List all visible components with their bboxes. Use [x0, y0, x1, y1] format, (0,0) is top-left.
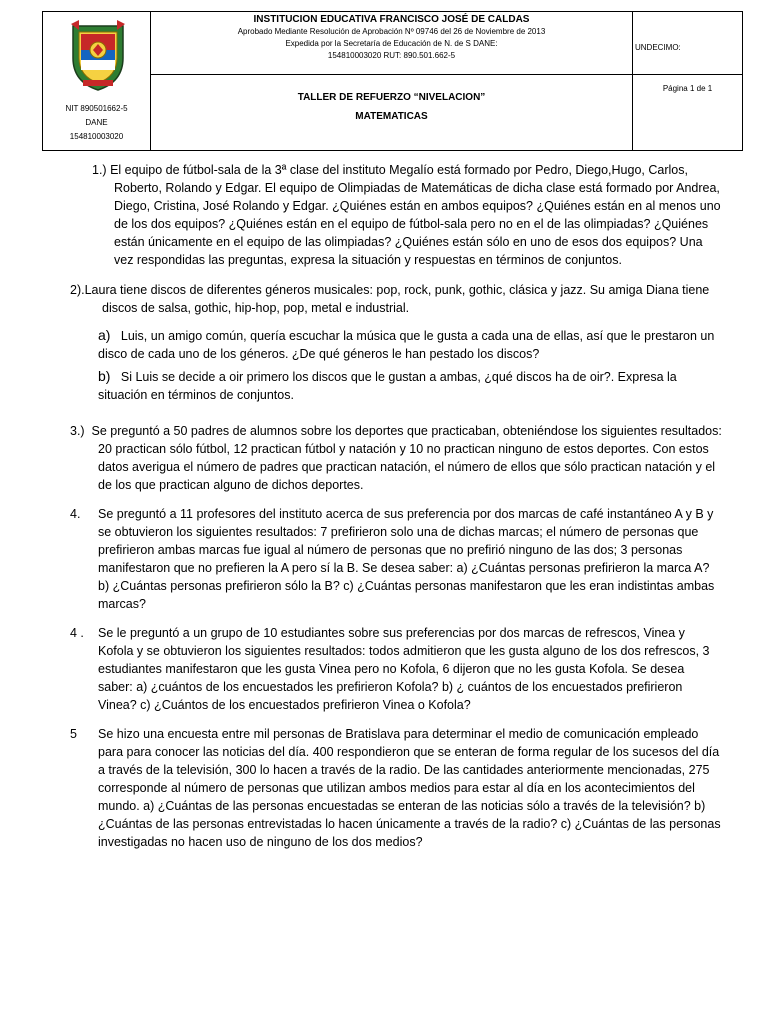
question-4-number: 4.: [70, 507, 81, 521]
question-2-number: 2).: [70, 283, 85, 297]
taller-cell: [151, 75, 633, 151]
question-6: [70, 725, 722, 851]
dane-label: DANE: [85, 118, 108, 127]
question-2b-letter: b): [98, 368, 111, 384]
page-number: Página 1 de 1: [662, 84, 713, 93]
approval-line: Aprobado Mediante Resolución de Aprobación Nº 09746 del 26 de Noviembre de 2013: [237, 27, 546, 36]
grade-cell: [633, 12, 743, 75]
question-5: [70, 624, 722, 714]
question-2b-text: Si Luis se decide a oir primero los discos que le gustan a ambas, ¿qué discos ha de oir?. Expresa la situación en términos de conjuntos.: [98, 370, 677, 402]
dane-code: 154810003020: [69, 132, 124, 141]
question-3-text: Se preguntó a 50 padres de alumnos sobre los deportes que practicaban, obteniéndose los siguientes resultados: 20 practican sólo fútbol, 12 practican fútbol y natación y 10 no practican ninguno de estos deportes. Con estos datos averigua el número de padres que practican natación, el número de ellos que sólo practican natación y el de los que practican alguno de dichos deportes.: [91, 424, 722, 492]
taller-title: TALLER DE REFUERZO “NIVELACION”: [297, 92, 486, 103]
institution-cell: [151, 12, 633, 75]
nit-number: NIT 890501662-5: [65, 104, 128, 113]
question-5-text: Se le preguntó a un grupo de 10 estudiantes sobre sus preferencias por dos marcas de refrescos, Vinea y Kofola y se obtuvieron los siguientes resultados: todos admitieron que les gusta alguno de los dos refrescos, 3 estudiantes manifestaron que les gusta Vinea pero no Kofola, 6 dijeron que no les gusta Kofola. Se desea saber: a) ¿cuántos de los encuestados les prefirieron Kofola? b) ¿ cuántos de los encuestados prefirieron Vinea? c) ¿Cuántos de los encuestados prefirieron Vinea o Kofola?: [98, 626, 710, 712]
question-3-number: 3.): [70, 424, 85, 438]
question-2a-text: Luis, un amigo común, quería escuchar la música que le gusta a cada una de ellas, así que le prestaron un disco de cada uno de los géneros. ¿De qué géneros le han pestado los discos?: [98, 329, 715, 361]
question-2: [70, 281, 722, 317]
page-cell: [633, 75, 743, 151]
question-6-text: Se hizo una encuesta entre mil personas de Bratislava para determinar el medio de comunicación empleado para para conocer las noticias del día. 400 respondieron que se enteran de forma regular de los sucesos del día a través de la televisión, 300 lo hacen a través de la radio. De las cantidades anteriormente mencionadas, 275 corresponde al número de personas que utilizan ambos medios para estar al día en los acontecimientos del mundo. a) ¿Cuántas de las personas encuestadas se enteran de las noticias sólo a través de la televisión? b) ¿Cuántas de las personas entrevistadas lo hacen únicamente a través de la radio? c) ¿Cuántas de las personas investigadas no hacen uso de ninguno de los dos medios?: [98, 727, 721, 849]
school-crest-icon: [69, 20, 127, 92]
question-2b: [98, 367, 722, 404]
question-1-number: 1.): [92, 163, 107, 177]
institution-name: INSTITUCION EDUCATIVA FRANCISCO JOSÉ DE CALDAS: [253, 14, 530, 25]
document-header: [42, 11, 743, 151]
question-1-text: El equipo de fútbol-sala de la 3ª clase del instituto Megalío está formado por Pedro, Diego,Hugo, Carlos, Roberto, Rolando y Edgar. El equipo de Olimpiadas de Matemáticas de dicha clase está formado por Andrea, Diego, Cristina, José Rolando y Edgar. ¿Quiénes están en ambos equipos? ¿Quiénes están en al menos uno de los dos equipos? ¿Quiénes están en el equipo de fútbol-sala pero no en el de las olimpiadas? ¿Quiénes están únicamente en el equipo de las olimpiadas? ¿Quiénes están sólo en uno de esos dos equipos? Una vez respondidas las preguntas, expresa la situación y respuestas en términos de conjuntos.: [110, 163, 721, 267]
dane-rut-line: 154810003020 RUT: 890.501.662-5: [327, 51, 456, 60]
nit-block: [43, 102, 150, 144]
question-2a: [98, 326, 722, 363]
questions-body: [70, 161, 722, 851]
question-2-text: Laura tiene discos de diferentes géneros musicales: pop, rock, punk, gothic, clásica y jazz. Su amiga Diana tiene discos de salsa, gothic, hip-hop, pop, metal e industrial.: [84, 283, 710, 315]
question-4: [70, 505, 722, 613]
question-3: [70, 422, 722, 494]
grade-label: UNDECIMO:: [635, 43, 681, 52]
logo-cell: [43, 12, 151, 151]
question-6-number: 5: [70, 727, 77, 741]
question-2a-letter: a): [98, 327, 111, 343]
question-1: [92, 161, 722, 269]
question-4-text: Se preguntó a 11 profesores del instituto acerca de sus preferencia por dos marcas de café instantáneo A y B y se obtuvieron los siguientes resultados: 7 prefirieron solo una de dichas marcas; el número de personas que prefirieron ambas marcas fue igual al número de personas que no prefirió ninguno de las dos; 3 personas manifestaron que no prefieren la A pero sí la B. Se desea saber: a) ¿Cuántas personas prefirieron la marca A? b) ¿Cuántas personas prefirieron sólo la B? c) ¿Cuántas personas manifestaron que les eran indistintas ambas marcas?: [98, 507, 715, 611]
subject-title: MATEMATICAS: [355, 111, 428, 122]
question-5-number: 4 .: [70, 626, 84, 640]
issued-line: Expedida por la Secretaría de Educación de N. de S DANE:: [285, 39, 498, 48]
